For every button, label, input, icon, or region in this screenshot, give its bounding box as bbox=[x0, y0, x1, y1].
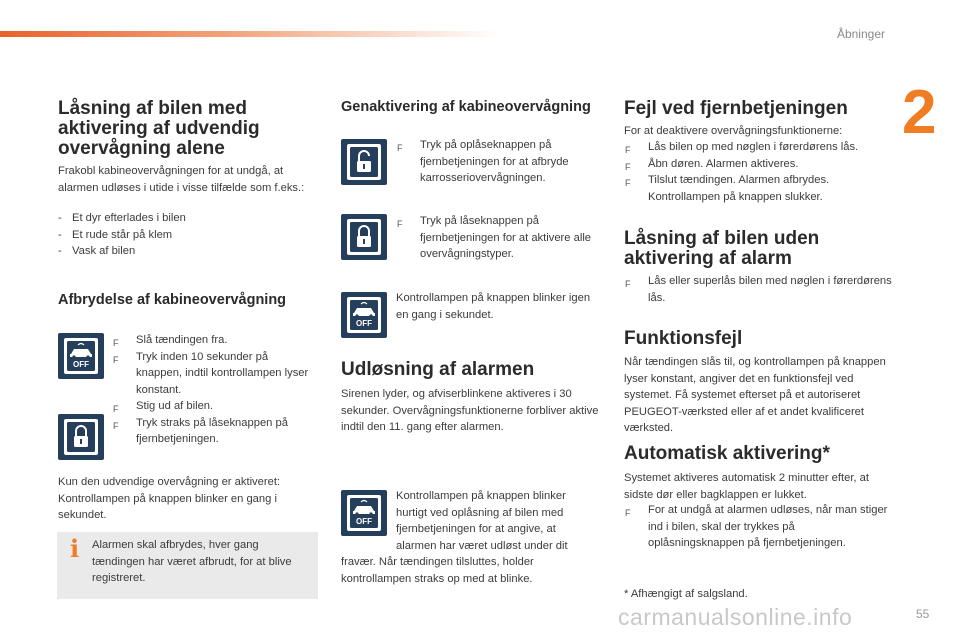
col2-lamp-note: Kontrollampen på knappen blinker igen en gang i sekundet. bbox=[396, 292, 591, 321]
col2-step2 bbox=[396, 213, 596, 263]
header-accent-bar bbox=[0, 31, 500, 37]
check-icon: F bbox=[625, 508, 631, 518]
col3-title4: Automatisk aktivering* bbox=[624, 443, 830, 464]
list-item: - Et dyr efterlades i bilen bbox=[58, 210, 308, 227]
check-icon: F bbox=[397, 143, 403, 153]
check-icon: F bbox=[625, 145, 631, 155]
info-icon: i bbox=[70, 534, 80, 563]
col2-lamp-note2: Kontrollampen på knappen blinker hurtigt ved oplåsning af bilen med fjernbetjeningen for at angive, at alarmen har været udløst under dit fravær. Når tændingen tilsluttes, holder kontrollampen straks op med at blinke. bbox=[341, 490, 568, 585]
col3-steps1 bbox=[624, 139, 894, 205]
col3-title3: Funktionsfejl bbox=[624, 328, 743, 349]
check-icon: F bbox=[625, 161, 631, 172]
lock-key-icon bbox=[341, 214, 387, 260]
col3-steps2 bbox=[624, 273, 894, 306]
col2-alarm-text: Sirenen lyder, og afviserblinkene aktiveres i 30 sekunder. Overvågningsfunktionerne forbliver aktive indtil den 11. gang efter alarmen. bbox=[341, 388, 599, 433]
check-icon: F bbox=[113, 338, 119, 348]
col1-intro: Frakobl kabineovervågningen for at undgå, at alarmen udløses i utide i visse tilfælde som f.eks.: bbox=[58, 165, 305, 194]
col1-steps bbox=[112, 332, 312, 448]
check-icon: F bbox=[625, 178, 631, 188]
col3-steps4 bbox=[624, 502, 889, 552]
col2-title2: Udløsning af alarmen bbox=[341, 359, 535, 380]
unlock-key-icon bbox=[341, 139, 387, 185]
col2-title: Genaktivering af kabineovervågning bbox=[341, 99, 591, 115]
watermark: carmanualsonline.info bbox=[618, 604, 853, 630]
check-icon: F bbox=[113, 404, 119, 414]
info-text: Alarmen skal afbrydes, hver gang tændingen har været afbrudt, for at blive registreret. bbox=[92, 539, 292, 584]
lock-key-icon bbox=[58, 414, 104, 460]
col3-text4: Systemet aktiveres automatisk 2 minutter efter, at sidste dør eller bagklappen er lukket. bbox=[624, 472, 869, 501]
col3-intro1: For at deaktivere overvågningsfunktionerne: bbox=[624, 125, 843, 137]
col3-title1: Fejl ved fjernbetjeningen bbox=[624, 98, 848, 119]
off-label: OFF bbox=[356, 517, 372, 526]
check-icon: F bbox=[397, 219, 403, 229]
col1-note: Kun den udvendige overvågning er aktiveret: Kontrollampen på knappen blinker en gang i sekundet. bbox=[58, 476, 281, 521]
col3-title2: Låsning af bilen uden aktivering af alarm bbox=[624, 228, 820, 269]
list-item: F For at undgå at alarmen udløses, når man stiger ind i bilen, skal der trykkes på oplåsningsknappen på fjernbetjeningen. bbox=[625, 504, 888, 549]
list-item: F Tryk på oplåseknappen på fjernbetjeningen for at afbryde karrosseriovervågningen. bbox=[397, 139, 569, 184]
list-item: F Lås eller superlås bilen med nøglen i førerdørens lås. bbox=[625, 275, 892, 304]
page-number: 55 bbox=[916, 607, 930, 621]
chapter-number: 2 bbox=[902, 78, 937, 147]
check-icon: F bbox=[113, 354, 119, 365]
list-item: F Slå tændingen fra. bbox=[112, 332, 312, 349]
list-item: F Lås bilen op med nøglen i førerdørens lås. bbox=[624, 139, 894, 156]
check-icon: F bbox=[113, 420, 119, 431]
list-item: F Tilslut tændingen. Alarmen afbrydes. Kontrollampen på knappen slukker. bbox=[625, 174, 830, 203]
section-label: Åbninger bbox=[836, 27, 885, 41]
col2-step1 bbox=[396, 137, 596, 187]
list-item: F Åbn døren. Alarmen aktiveres. bbox=[624, 156, 894, 173]
list-item: F Tryk på låseknappen på fjernbetjeningen for at aktivere alle overvågningstyper. bbox=[397, 215, 592, 260]
alarm-off-key-icon bbox=[341, 292, 387, 338]
check-icon: F bbox=[625, 279, 631, 289]
list-item: - Vask af bilen bbox=[58, 243, 308, 260]
footnote: * Afhængigt af salgsland. bbox=[624, 588, 748, 600]
info-box bbox=[57, 532, 318, 599]
col1-title: Låsning af bilen med aktivering af udvendig overvågning alene bbox=[58, 98, 260, 159]
off-label: OFF bbox=[73, 360, 89, 369]
list-item: F Stig ud af bilen. bbox=[112, 398, 312, 415]
list-item: F Tryk straks på låseknappen på fjernbetjeningen. bbox=[113, 416, 288, 445]
col3-text3: Når tændingen slås til, og kontrollampen på knappen lyser konstant, angiver det en funktionsfejl ved systemet. Få systemet efterset på et autoriseret PEUGEOT-værksted eller af et andet kvalificeret værksted. bbox=[624, 356, 886, 434]
col1-case-list bbox=[58, 210, 308, 260]
list-item: - Et rude står på klem bbox=[58, 227, 308, 244]
list-item: F Tryk inden 10 sekunder på knappen, indtil kontrollampen lyser konstant. bbox=[113, 350, 309, 396]
alarm-off-key-icon bbox=[58, 333, 104, 379]
col1-subtitle: Afbrydelse af kabineovervågning bbox=[58, 292, 287, 308]
off-label: OFF bbox=[356, 319, 372, 328]
